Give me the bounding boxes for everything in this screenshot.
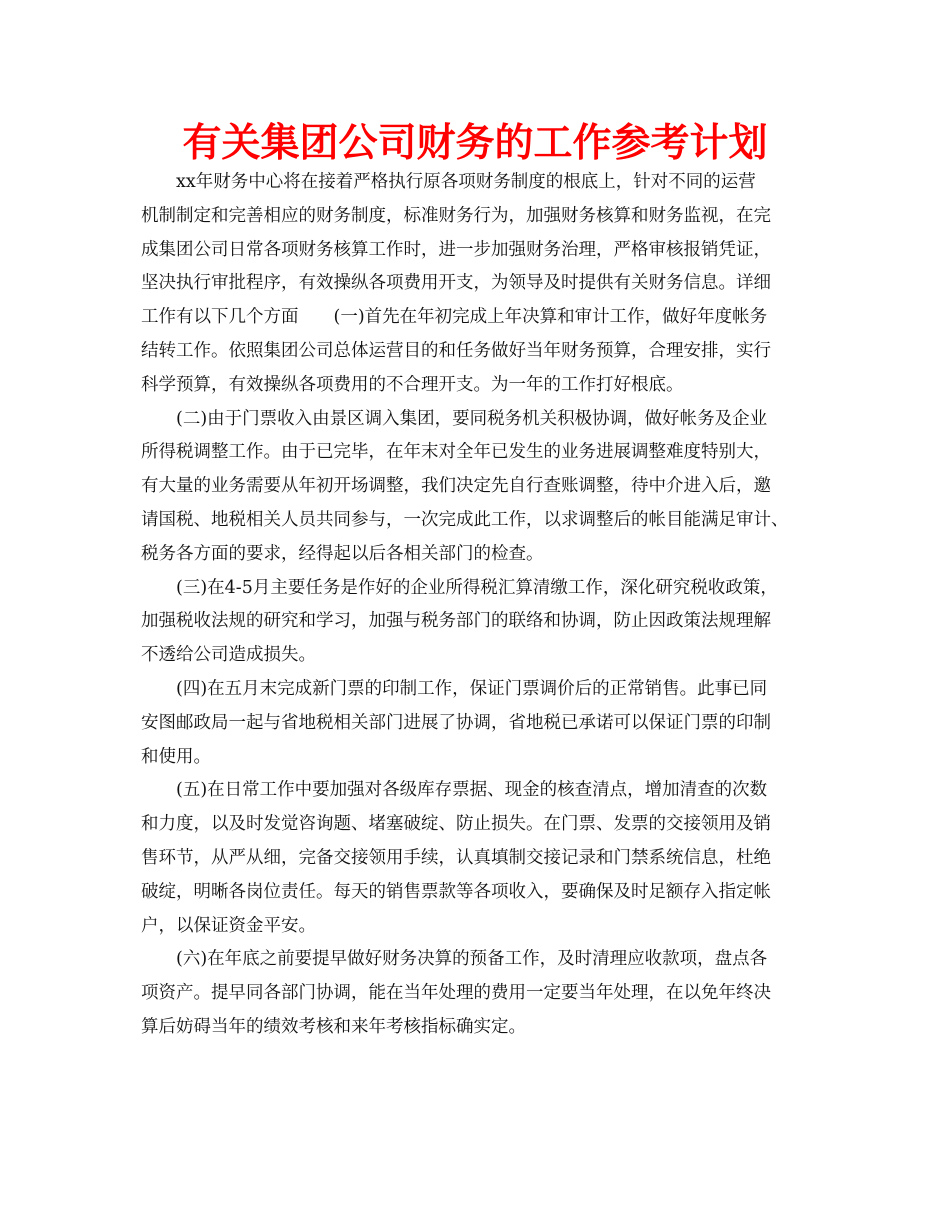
paragraph-line: 税务各方面的要求，经得起以后各相关部门的检查。: [141, 543, 544, 564]
paragraph-line: 工作有以下几个方面 (一)首先在年初完成上年决算和审计工作，做好年度帐务: [141, 307, 768, 328]
paragraph-line: 所得税调整工作。由于已完毕，在年末对全年已发生的业务进展调整难度特别大，: [141, 442, 771, 463]
paragraph-line: 加强税收法规的研究和学习，加强与税务部门的联络和协调，防止因政策法规理解: [141, 611, 771, 632]
paragraph-line: 机制制定和完善相应的财务制度，标准财务行为，加强财务核算和财务监视，在完: [141, 205, 771, 226]
paragraph-line: (六)在年底之前要提早做好财务决算的预备工作，及时清理应收款项，盘点各: [176, 949, 768, 970]
paragraph-line: 项资产。提早同各部门协调，能在当年处理的费用一定要当年处理，在以免年终决: [141, 983, 771, 1004]
paragraph-line: 结转工作。依照集团公司总体运营目的和任务做好当年财务预算，合理安排，实行: [141, 340, 771, 361]
paragraph-line: 破绽，明晰各岗位责任。每天的销售票款等各项收入，要确保及时足额存入指定帐: [141, 881, 771, 902]
paragraph-line: 和力度，以及时发觉咨询题、堵塞破绽、防止损失。在门票、发票的交接领用及销: [141, 814, 771, 835]
paragraph-line: 坚决执行审批程序，有效操纵各项费用开支，为领导及时提供有关财务信息。详细: [141, 273, 771, 294]
paragraph-line: (三)在4-5月主要任务是作好的企业所得税汇算清缴工作，深化研究税收政策，: [176, 577, 778, 598]
document-body: [141, 166, 825, 1045]
paragraph-line: 售环节，从严从细，完备交接领用手续，认真填制交接记录和门禁系统信息，杜绝: [141, 847, 771, 868]
paragraph-line: 科学预算，有效操纵各项费用的不合理开支。为一年的工作打好根底。: [141, 374, 684, 395]
paragraph-line: (五)在日常工作中要加强对各级库存票据、现金的核查清点，增加清查的次数: [176, 780, 768, 801]
paragraph-line: (四)在五月末完成新门票的印制工作，保证门票调价后的正常销售。此事已同: [176, 678, 768, 699]
paragraph-line: (二)由于门票收入由景区调入集团，要同税务机关积极协调，做好帐务及企业: [176, 408, 768, 429]
paragraph-line: 算后妨碍当年的绩效考核和来年考核指标确实定。: [141, 1016, 526, 1037]
paragraph-line: 安图邮政局一起与省地税相关部门进展了协调，省地税已承诺可以保证门票的印制: [141, 712, 771, 733]
paragraph-line: 成集团公司日常各项财务核算工作时，进一步加强财务治理，严格审核报销凭证，: [141, 239, 771, 260]
paragraph-line: 户，以保证资金平安。: [141, 915, 316, 936]
paragraph-line: 有大量的业务需要从年初开场调整，我们决定先自行查账调整，待中介进入后，邀: [141, 476, 771, 497]
document-title: 有关集团公司财务的工作参考计划: [182, 121, 768, 166]
paragraph-line: 和使用。: [141, 746, 211, 767]
paragraph-line: 不透给公司造成损失。: [141, 645, 316, 666]
paragraph-line: 请国税、地税相关人员共同参与，一次完成此工作，以求调整后的帐目能满足审计、: [141, 509, 789, 530]
paragraph-line: xx年财务中心将在接着严格执行原各项财务制度的根底上，针对不同的运营: [176, 172, 756, 192]
